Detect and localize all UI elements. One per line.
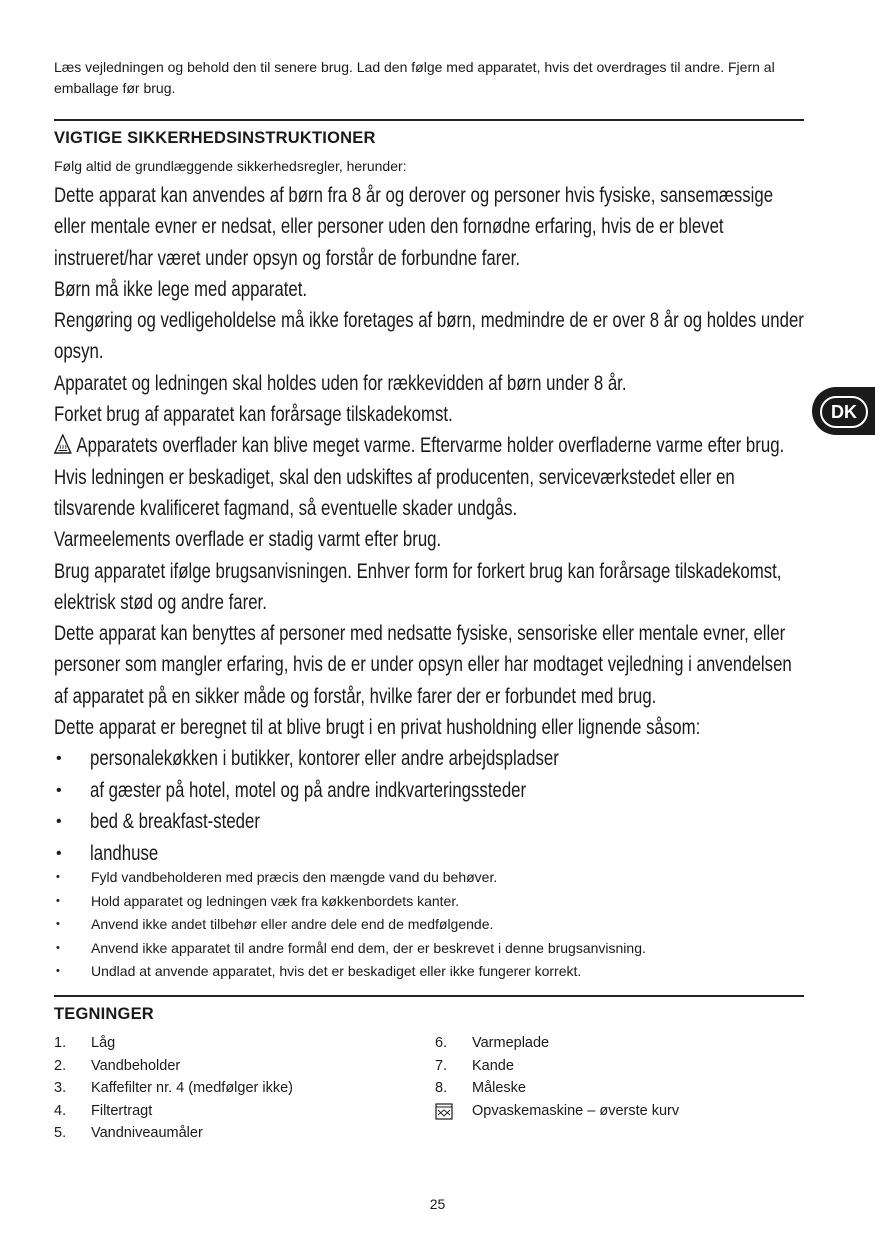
safety-paragraph: Brug apparatet ifølge brugsanvisningen. Enhver form for forkert brug kan forårsage tilskadekomst, elektrisk stød og andre farer.: [54, 559, 782, 614]
list-item: [54, 743, 814, 775]
usage-rules-list: [54, 866, 814, 984]
safety-paragraph: Varmeelements overflade er stadig varmt efter brug.: [54, 528, 442, 552]
list-item: [54, 806, 814, 838]
hot-surface-text: Apparatets overflader kan blive meget varme. Eftervarme holder overfladerne varme efter brug.: [76, 434, 785, 458]
part-label: Vandbeholder: [91, 1057, 181, 1074]
safety-instructions: [54, 180, 814, 869]
list-item-text: Anvend ikke apparatet til andre formål end dem, der er beskrevet i denne brugsanvisning.: [91, 939, 646, 956]
part-number: 5.: [54, 1125, 67, 1142]
intro-text: Læs vejledningen og behold den til senere brug. Lad den følge med apparatet, hvis det overdrages til andre. Fjern al emballage før brug.: [54, 59, 775, 96]
safety-paragraph: Dette apparat kan benyttes af personer med nedsatte fysiske, sensoriske eller mentale evner, eller personer som mangler erfaring, hvis de er under opsyn eller har modtaget vejledning i anvendelsen af apparatet på en sikker måde og forstår, hvilke farer der er forbundet med brug.: [54, 622, 792, 708]
part-item: [435, 1077, 679, 1100]
bullet-icon: •: [56, 750, 62, 768]
list-item: [54, 866, 814, 890]
drawings-heading: TEGNINGER: [54, 1005, 154, 1023]
bullet-icon: •: [56, 965, 60, 977]
part-number: 2.: [54, 1057, 67, 1074]
part-item: [54, 1077, 293, 1100]
parts-list-right: [435, 1032, 679, 1122]
bullet-icon: •: [56, 871, 60, 883]
part-number: 7.: [435, 1057, 448, 1074]
language-code: DK: [820, 396, 868, 428]
list-item: [54, 890, 814, 914]
part-number: 1.: [54, 1035, 67, 1051]
safety-paragraph: Hvis ledningen er beskadiget, skal den udskiftes af producenten, serviceværkstedet eller en tilsvarende kvalificeret fagmand, så eventuelle skader undgås.: [54, 465, 735, 520]
part-number: 8.: [435, 1080, 448, 1097]
part-number: 6.: [435, 1035, 448, 1051]
part-label: Låg: [91, 1035, 116, 1051]
safety-paragraph: Rengøring og vedligeholdelse må ikke foretages af børn, medmindre de er over 8 år og holdes under opsyn.: [54, 309, 804, 364]
drawings-section-header: [54, 995, 804, 1025]
part-item: [54, 1122, 293, 1145]
list-item-text: Undlad at anvende apparatet, hvis det er beskadiget eller ikke fungerer korrekt.: [91, 963, 582, 979]
part-item: [435, 1032, 679, 1055]
hot-surface-warning-icon: [54, 434, 72, 454]
list-item-text: af gæster på hotel, motel og på andre indkvarteringssteder: [90, 778, 527, 802]
parts-list-left: [54, 1032, 293, 1145]
safety-paragraph: Dette apparat er beregnet til at blive brugt i en privat husholdning eller lignende såsom:: [54, 716, 701, 740]
part-item: [54, 1032, 293, 1055]
page-number: 25: [429, 1196, 446, 1212]
list-item-text: Hold apparatet og ledningen væk fra køkkenbordets kanter.: [91, 892, 460, 909]
dishwasher-icon: [435, 1103, 453, 1120]
part-item: [54, 1055, 293, 1078]
part-number: 4.: [54, 1102, 67, 1119]
list-item-text: landhuse: [90, 841, 159, 865]
safety-heading: VIGTIGE SIKKERHEDSINSTRUKTIONER: [54, 129, 376, 147]
part-label: Filtertragt: [91, 1102, 153, 1119]
safety-subline: Følg altid de grundlæggende sikkerhedsregler, herunder:: [54, 158, 407, 174]
list-item: [54, 913, 814, 937]
part-label: Måleske: [472, 1080, 526, 1097]
bullet-icon: •: [56, 781, 62, 799]
safety-paragraph: Apparatet og ledningen skal holdes uden for rækkevidden af børn under 8 år.: [54, 371, 627, 395]
safety-paragraph: Forket brug af apparatet kan forårsage tilskadekomst.: [54, 403, 453, 427]
part-label: Kande: [472, 1057, 514, 1074]
list-item-text: Anvend ikke andet tilbehør eller andre dele end de medfølgende.: [91, 916, 494, 932]
list-item: [54, 937, 814, 961]
part-item: [54, 1100, 293, 1123]
part-item: [435, 1055, 679, 1078]
safety-paragraph: Dette apparat kan anvendes af børn fra 8 år og derover og personer hvis fysiske, sansemæssige eller mentale evner er nedsat, eller personer uden den fornødne erfaring, hvis de er blevet instrueret/har været under opsyn og forstår de forbundne farer.: [54, 184, 774, 270]
safety-paragraph: Børn må ikke lege med apparatet.: [54, 277, 308, 301]
list-item: [54, 775, 814, 807]
language-badge: [812, 387, 875, 435]
list-item-text: Fyld vandbeholderen med præcis den mængde vand du behøver.: [91, 869, 498, 885]
list-item: [54, 838, 814, 870]
part-label: Varmeplade: [472, 1035, 550, 1051]
bullet-icon: •: [56, 918, 60, 930]
bullet-icon: •: [56, 844, 62, 862]
dishwasher-label: Opvaskemaskine – øverste kurv: [472, 1102, 680, 1119]
household-use-list: [54, 743, 814, 869]
list-item-text: personalekøkken i butikker, kontorer eller andre arbejdspladser: [90, 747, 559, 771]
bullet-icon: •: [56, 941, 60, 954]
bullet-icon: •: [56, 894, 60, 907]
hot-surface-paragraph: [54, 430, 806, 461]
list-item-text: bed & breakfast-steder: [90, 810, 260, 834]
part-label: Kaffefilter nr. 4 (medfølger ikke): [91, 1080, 294, 1097]
safety-section-header: [54, 119, 804, 149]
list-item: [54, 960, 814, 984]
part-label: Vandniveaumåler: [91, 1125, 203, 1142]
part-number: 3.: [54, 1080, 67, 1097]
bullet-icon: •: [56, 813, 62, 831]
part-item: [435, 1100, 679, 1123]
